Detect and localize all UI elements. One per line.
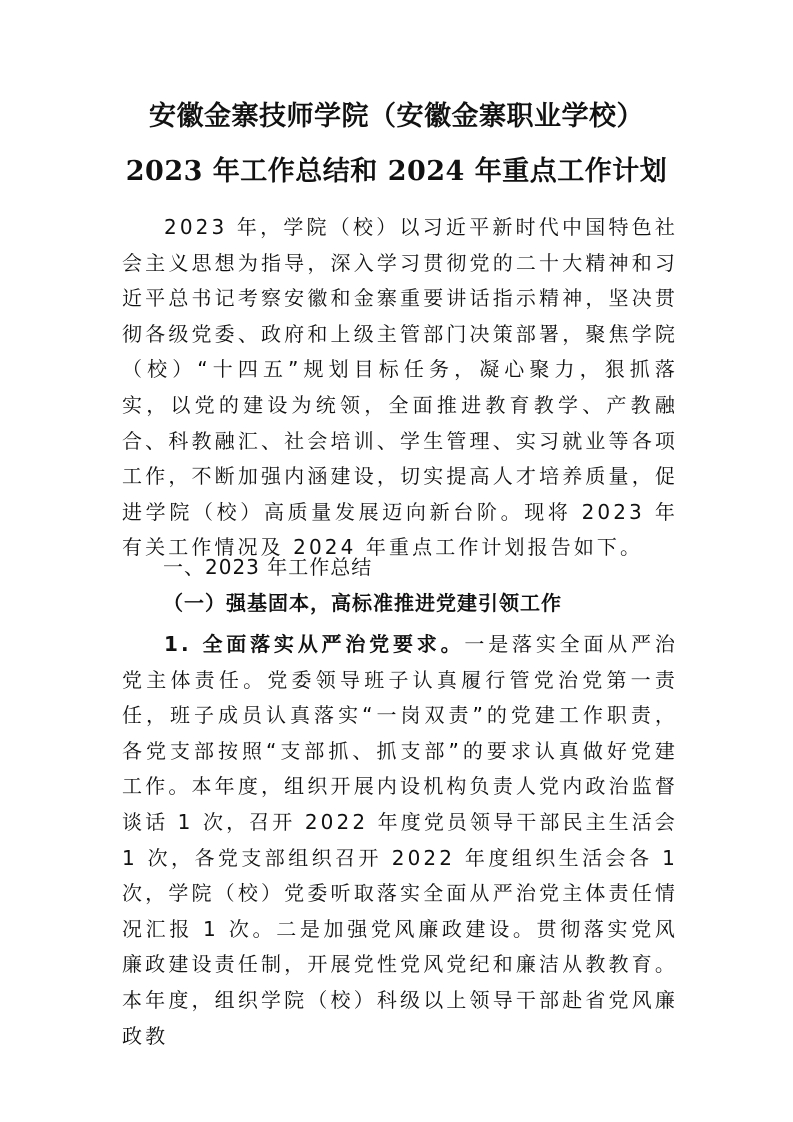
intro-paragraph: 2023 年，学院（校）以习近平新时代中国特色社会主义思想为指导，深入学习贯彻党的二十大精神和习近平总书记考察安徽和金寨重要讲话指示精神，坚决贯彻各级党委、政府和上级主管部门决策部署，聚焦学院（校）“十四五”规划目标任务，凝心聚力，狠抓落实，以党的建设为统领，全面推进教育教学、产教融合、科教融汇、社会培训、学生管理、实习就业等各项工作，不断加强内涵建设，切实提高人才培养质量，促进学院（校）高质量发展迈向新台阶。现将 2023 年有关工作情况及 2024 年重点工作计划报告如下。 <box>122 215 678 560</box>
item-1-lead: 1. 全面落实从严治党要求。 <box>164 632 465 656</box>
item-1-paragraph <box>122 627 678 1054</box>
section-heading-2023-summary: 一、2023 年工作总结 <box>163 555 373 579</box>
subsection-heading-party-building: （一）强基固本，高标准推进党建引领工作 <box>163 591 562 615</box>
item-1-text: 一是落实全面从严治党主体责任。党委领导班子认真履行管党治党第一责任，班子成员认真落实“一岗双责”的党建工作职责，各党支部按照“支部抓、抓支部”的要求认真做好党建工作。本年度，组织开展内设机构负责人党内政治监督谈话 1 次，召开 2022 年度党员领导干部民主生活会 1 次，各党支部组织召开 2022 年度组织生活会各 1 次，学院（校）党委听取落实全面从严治党主体责任情况汇报 1 次。二是加强党风廉政建设。贯彻落实党风廉政建设责任制，开展党性党风党纪和廉洁从教教育。本年度，组织学院（校）科级以上领导干部赴省党风廉政教 <box>122 632 678 1048</box>
document-title-line-2: 2023 年工作总结和 2024 年重点工作计划 <box>125 156 668 187</box>
document-title-line-1: 安徽金寨技师学院（安徽金寨职业学校） <box>149 101 644 132</box>
